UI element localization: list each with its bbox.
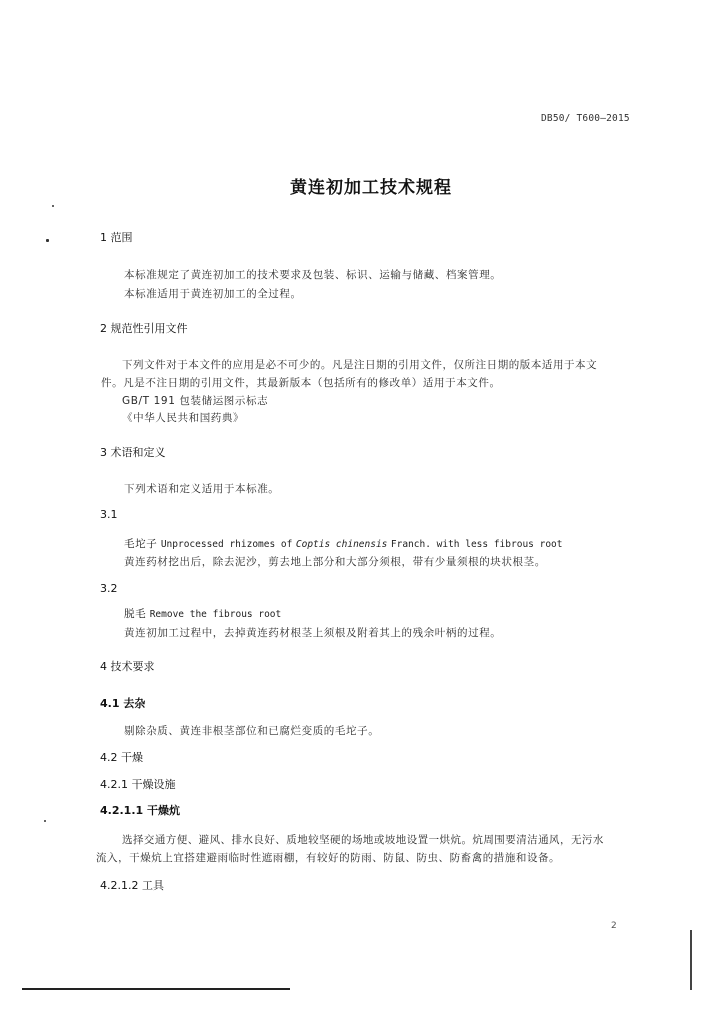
term-3-1-english-a: Unprocessed rhizomes of xyxy=(160,539,293,550)
section-3-heading: 3 术语和定义 xyxy=(100,446,166,459)
scan-edge-line xyxy=(22,988,290,990)
term-3-1-number: 3.1 xyxy=(100,508,118,521)
scan-speck xyxy=(44,820,46,822)
section-4-1-heading: 4.1 去杂 xyxy=(100,697,146,710)
page-number: 2 xyxy=(611,921,617,931)
scan-speck xyxy=(52,205,54,207)
reference-gbt-191: GB/T 191 包装储运图示标志 xyxy=(122,395,269,407)
section-4-2-1-heading: 4.2.1 干燥设施 xyxy=(100,778,176,791)
scan-speck xyxy=(46,239,49,242)
term-3-2-number: 3.2 xyxy=(100,582,118,595)
section-2-paragraph-1: 下列文件对于本文件的应用是必不可少的。凡是注日期的引用文件，仅所注日期的版本适用于本文 xyxy=(122,359,598,371)
term-3-1-definition: 黄连药材挖出后，除去泥沙，剪去地上部分和大部分须根，带有少量须根的块状根茎。 xyxy=(124,556,546,568)
section-4-2-1-1-paragraph-2: 流入，干燥炕上宜搭建避雨临时性遮雨棚，有较好的防雨、防鼠、防虫、防畜禽的措施和设备。 xyxy=(96,852,561,864)
term-3-2-chinese: 脱毛 xyxy=(124,608,147,620)
section-2-heading: 2 规范性引用文件 xyxy=(100,322,188,335)
term-3-1-chinese: 毛坨子 xyxy=(124,538,158,550)
term-3-1-label xyxy=(124,537,562,552)
document-title: 黄连初加工技术规程 xyxy=(290,178,452,198)
section-3-paragraph-1: 下列术语和定义适用于本标准。 xyxy=(124,483,280,495)
term-3-2-definition: 黄连初加工过程中，去掉黄连药材根茎上须根及附着其上的残余叶柄的过程。 xyxy=(124,627,502,639)
section-4-1-paragraph: 剔除杂质、黄连非根茎部位和已腐烂变质的毛坨子。 xyxy=(124,725,380,737)
term-3-1-english-b: Franch. with less fibrous root xyxy=(390,539,563,550)
section-4-2-1-1-paragraph-1: 选择交通方便、避风、排水良好、质地较坚硬的场地或坡地设置一烘炕。炕周围要清洁通风，无污水 xyxy=(122,834,604,846)
reference-pharmacopoeia: 《中华人民共和国药典》 xyxy=(122,412,245,424)
section-4-2-heading: 4.2 干燥 xyxy=(100,751,143,764)
section-2-paragraph-2: 件。凡是不注日期的引用文件，其最新版本（包括所有的修改单）适用于本文件。 xyxy=(101,377,501,389)
section-4-heading: 4 技术要求 xyxy=(100,660,155,673)
section-4-2-1-1-heading: 4.2.1.1 干燥炕 xyxy=(100,804,180,817)
standard-code: DB50/ T600—2015 xyxy=(541,113,630,124)
section-1-paragraph-2: 本标准适用于黄连初加工的全过程。 xyxy=(124,288,302,300)
term-3-2-english: Remove the fibrous root xyxy=(149,609,282,620)
term-3-2-label xyxy=(124,607,281,622)
section-4-2-1-2-heading: 4.2.1.2 工具 xyxy=(100,879,164,892)
scan-edge-line xyxy=(690,930,692,990)
term-3-1-english-italic: Coptis chinensis xyxy=(295,539,388,550)
section-1-heading: 1 范围 xyxy=(100,231,133,244)
section-1-paragraph-1: 本标准规定了黄连初加工的技术要求及包装、标识、运输与储藏、档案管理。 xyxy=(124,269,502,281)
